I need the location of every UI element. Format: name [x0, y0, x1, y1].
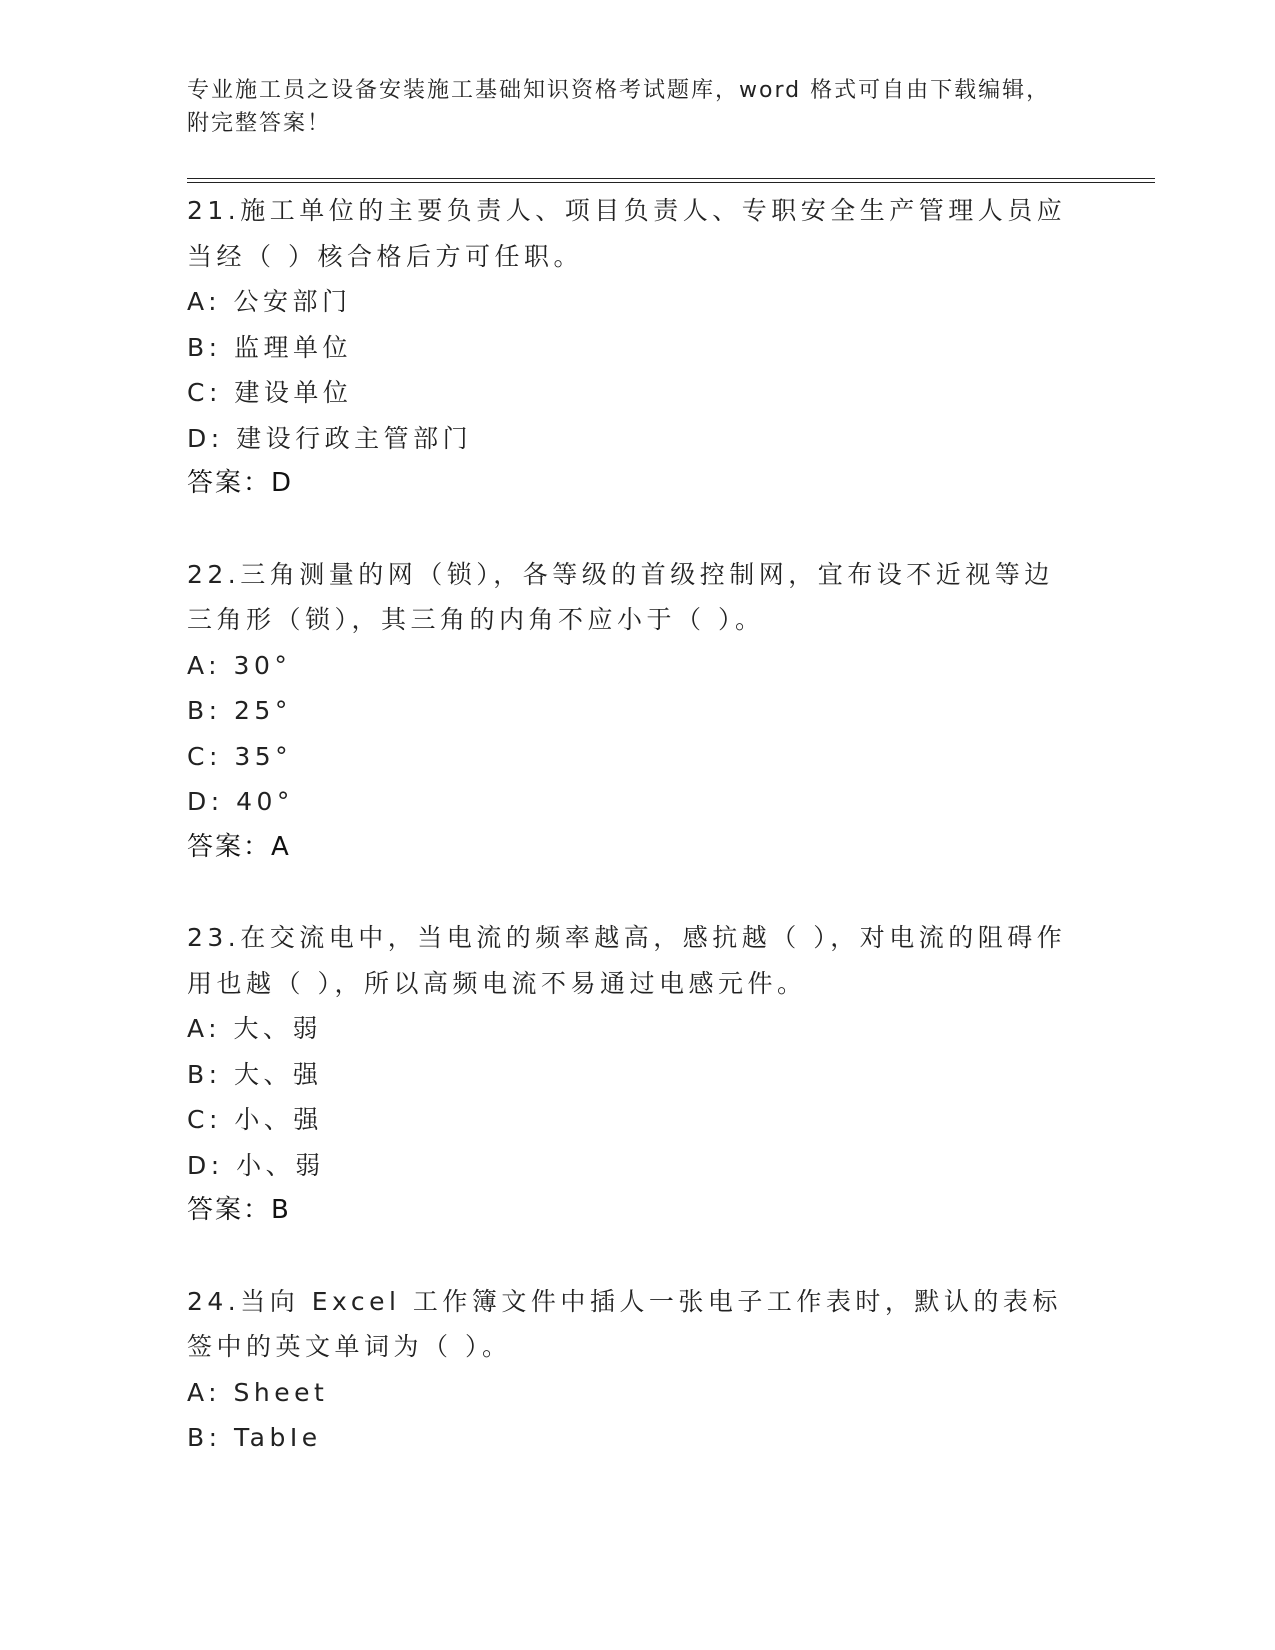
option-b: B: TabIe — [187, 1423, 322, 1452]
option-c: C: 建设单位 — [187, 378, 353, 407]
option-d: D: 40° — [187, 787, 294, 816]
document-header — [187, 74, 1087, 140]
header-divider — [187, 178, 1155, 183]
option-d: D: 小、弱 — [187, 1150, 325, 1180]
option-c: C: 35° — [187, 741, 293, 771]
question-23 — [187, 915, 1087, 1234]
option-a: A: Sheet — [187, 1377, 329, 1407]
option-b: B: 25° — [187, 696, 292, 725]
question-text: 22.三角测量的网（锁），各等级的首级控制网，宜布设不近视等边三角形（锁），其三角的内角不应小于（ ）。 — [187, 559, 1054, 634]
header-line-1: 专业施工员之设备安装施工基础知识资格考试题库，word 格式可自由下载编辑， — [187, 78, 1051, 103]
answer: 答案：D — [187, 468, 294, 498]
option-d: D: 建设行政主管部门 — [187, 423, 473, 453]
question-22 — [187, 552, 1087, 871]
option-c: C: 小、强 — [187, 1105, 323, 1134]
question-list — [187, 188, 1087, 1506]
question-24 — [187, 1279, 1087, 1461]
question-text: 24.当向 Excel 工作簿文件中插人一张电子工作表时，默认的表标签中的英文单词为（ ）。 — [187, 1286, 1062, 1361]
answer: 答案：B — [187, 1195, 291, 1225]
option-a: A: 公安部门 — [187, 287, 352, 316]
option-b: B: 监理单位 — [187, 332, 353, 362]
header-line-2: 附完整答案！ — [187, 111, 332, 136]
question-text: 23.在交流电中，当电流的频率越高，感抗越（ ），对电流的阻碍作用也越（ ），所以高频电流不易通过电感元件。 — [187, 923, 1067, 998]
answer: 答案：A — [187, 831, 291, 862]
question-text: 21.施工单位的主要负责人、项目负责人、专职安全生产管理人员应当经（ ）核合格后方可任职。 — [187, 196, 1067, 271]
option-a: A: 大、弱 — [187, 1014, 323, 1043]
option-a: A: 30° — [187, 650, 292, 680]
option-b: B: 大、强 — [187, 1059, 323, 1089]
question-21 — [187, 188, 1087, 507]
